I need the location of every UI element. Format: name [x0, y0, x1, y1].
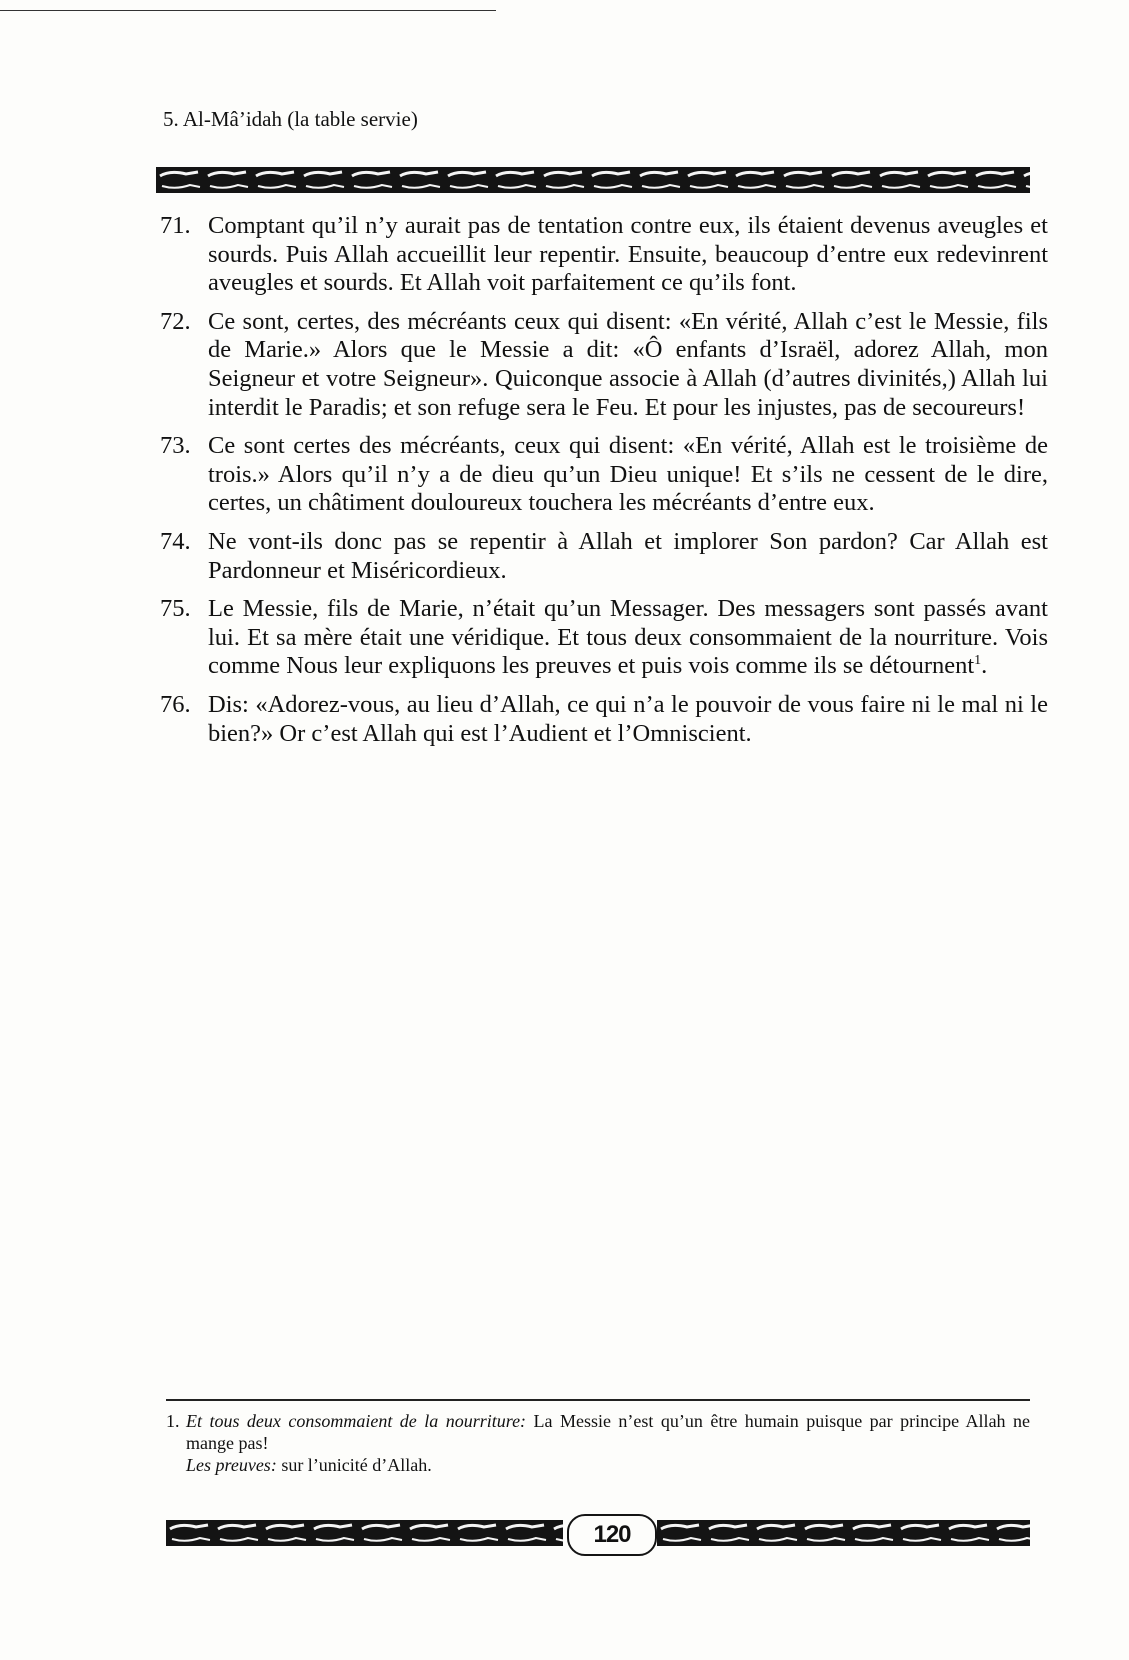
verse-text: Le Messie, fils de Marie, n’était qu’un Messager. Des messagers sont passés avant lui. Et sa mère était une véridique. Et tous deux consommaient de la nourriture. Vois comme Nous leur expliquons les preuves et puis vois comme ils se détournent: [208, 595, 1048, 680]
verse-73: [160, 432, 1048, 518]
ornament-pattern: [657, 1520, 1030, 1546]
footnote-rule: [166, 1399, 1030, 1401]
verse-text-end: .: [981, 652, 988, 680]
verse-text: Dis: «Adorez-vous, au lieu d’Allah, ce qui n’a le pouvoir de vous faire ni le mal ni le bien?» Or c’est Allah qui est l’Audient et l’Omniscient.: [208, 690, 1048, 747]
footnote-term: Les preuves:: [186, 1455, 277, 1475]
verse-list: [160, 212, 1048, 758]
top-rule: [0, 10, 496, 11]
ornamental-band-top: [156, 167, 1030, 193]
ornament-pattern: [166, 1520, 563, 1546]
verse-number: 76.: [160, 690, 191, 718]
verse-text: Comptant qu’il n’y aurait pas de tentation contre eux, ils étaient devenus aveugles et sourds. Puis Allah accueillit leur repentir. Ensuite, beaucoup d’entre eux redevinrent aveugles et sourds. Et Allah voit parfaitement ce qu’ils font.: [208, 212, 1048, 297]
verse-71: [160, 212, 1048, 298]
verse-number: 72.: [160, 307, 191, 335]
verse-72: [160, 308, 1048, 422]
verse-number: 75.: [160, 595, 191, 623]
footnote-ref[interactable]: 1: [974, 653, 982, 669]
verse-76: [160, 691, 1048, 748]
footnote-text: sur l’unicité d’Allah.: [281, 1455, 432, 1475]
ornamental-band-bottom-left: [166, 1520, 563, 1546]
footnote: [166, 1410, 1030, 1476]
footnote-term: Et tous deux consommaient de la nourriture:: [186, 1411, 527, 1431]
footnote-number: 1.: [166, 1411, 180, 1431]
verse-number: 73.: [160, 432, 191, 460]
footnote-text: La Messie n’est qu’un être humain puisque par principe Allah ne mange pas!: [186, 1411, 1031, 1453]
verse-text: Ce sont certes des mécréants, ceux qui disent: «En vérité, Allah est le troisième de trois.» Alors qu’il n’y a de dieu qu’un Dieu unique! Et s’ils ne cessent de le dire, certes, un châtiment douloureux touchera les mécréants d’entre eux.: [208, 432, 1048, 517]
verse-text-container: [208, 595, 1048, 681]
verse-number: 74.: [160, 527, 191, 555]
ornamental-band-bottom-right: [657, 1520, 1030, 1546]
verse-75: [160, 595, 1048, 681]
verse-text: Ce sont, certes, des mécréants ceux qui disent: «En vérité, Allah c’est le Messie, fils de Marie.» Alors que le Messie a dit: «Ô enfants d’Israël, adorez Allah, mon Seigneur et votre Seigneur». Quiconque associe à Allah (d’autres divinités,) Allah lui interdit le Paradis; et son refuge sera le Feu. Et pour les injustes, pas de secoureurs!: [208, 307, 1048, 421]
surah-header: 5. Al-Mâ’idah (la table servie): [163, 107, 418, 131]
verse-number: 71.: [160, 212, 191, 239]
verse-74: [160, 528, 1048, 585]
ornament-pattern: [156, 167, 1030, 193]
verse-text: Ne vont-ils donc pas se repentir à Allah et implorer Son pardon? Car Allah est Pardonneur et Miséricordieux.: [208, 527, 1048, 584]
page-number: 120: [567, 1514, 657, 1556]
